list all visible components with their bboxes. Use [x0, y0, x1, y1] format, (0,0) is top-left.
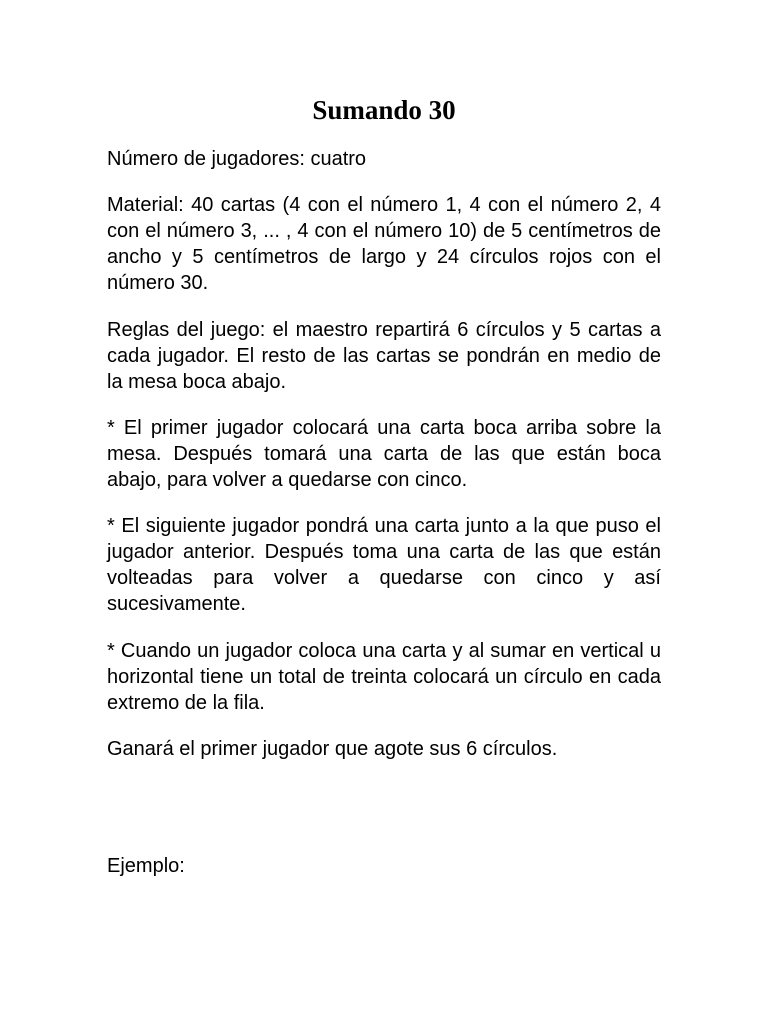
page-title: Sumando 30 [312, 95, 456, 125]
rule-sum-thirty-paragraph: * Cuando un jugador coloca una carta y al sumar en vertical u horizontal tiene un total de treinta colocará un círculo en cada extremo de la fila. [107, 640, 661, 714]
winner-paragraph: Ganará el primer jugador que agote sus 6 círculos. [107, 738, 558, 760]
example-label: Ejemplo: [107, 855, 185, 877]
materials-paragraph: Material: 40 cartas (4 con el número 1, 4 con el número 2, 4 con el número 3, ... , 4 con el número 10) de 5 centímetros de ancho y 5 centímetros de largo y 24 círculos rojos con el número 30. [107, 194, 661, 294]
rules-paragraph: Reglas del juego: el maestro repartirá 6 círculos y 5 cartas a cada jugador. El resto de las cartas se pondrán en medio de la mesa boca abajo. [107, 319, 661, 393]
rule-next-player-paragraph: * El siguiente jugador pondrá una carta junto a la que puso el jugador anterior. Después toma una carta de las que están volteadas para volver a quedarse con cinco y así sucesivamente. [107, 515, 661, 615]
rule-first-player-paragraph: * El primer jugador colocará una carta boca arriba sobre la mesa. Después tomará una carta de las que están boca abajo, para volver a quedarse con cinco. [107, 417, 661, 491]
players-count-paragraph: Número de jugadores: cuatro [107, 148, 367, 170]
